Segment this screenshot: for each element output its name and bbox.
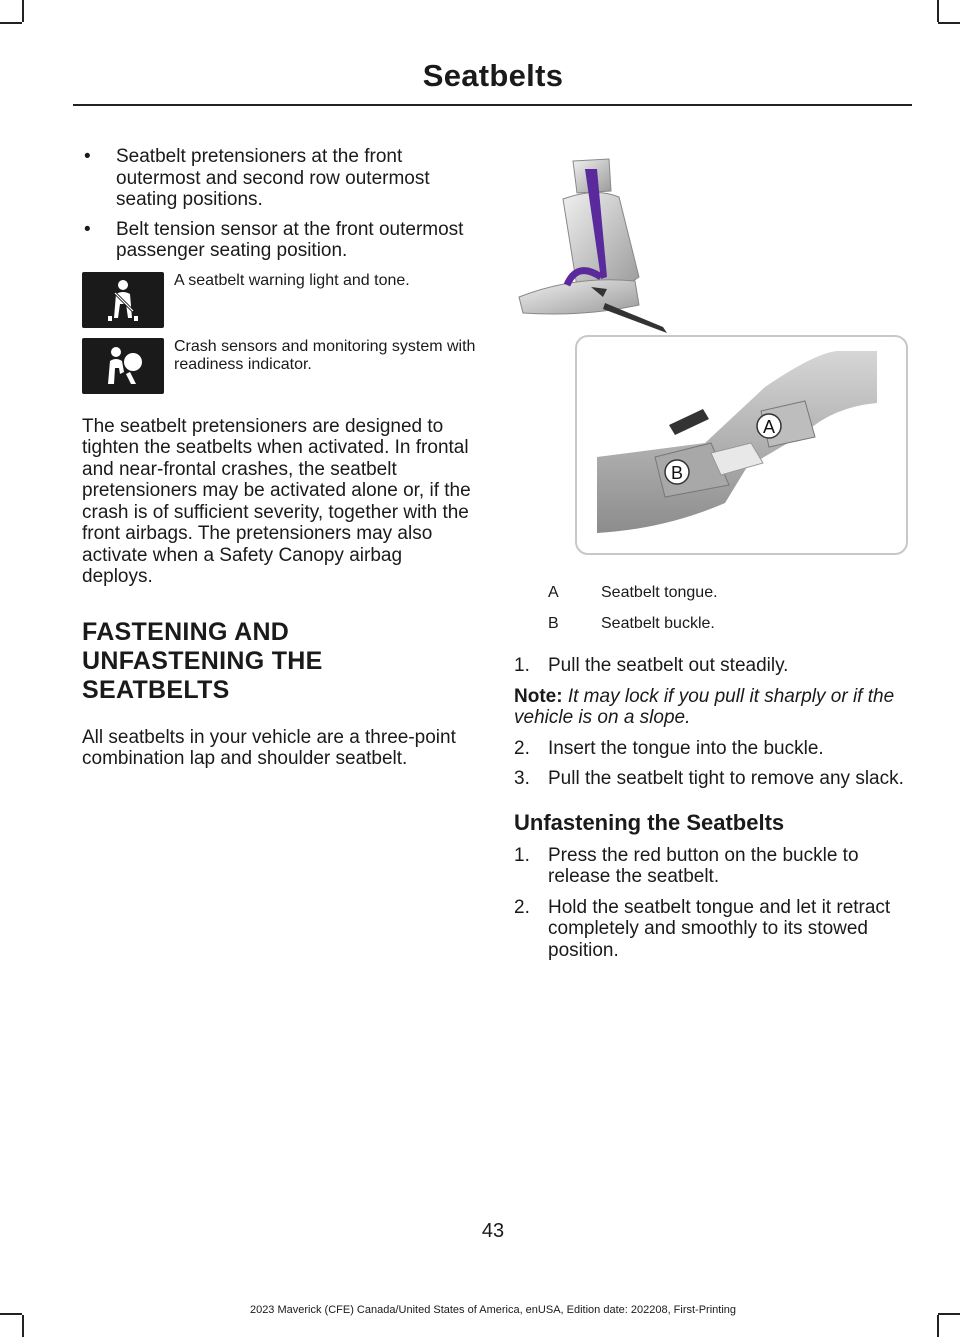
step-number: 3.: [514, 768, 530, 789]
footer-text: 2023 Maverick (CFE) Canada/United States of America, enUSA, Edition date: 202208, First-Printing: [249, 1304, 737, 1316]
crop-mark: [938, 22, 960, 24]
list-item: [514, 738, 910, 760]
crop-mark: [937, 0, 939, 22]
icon-row-airbag: [82, 338, 478, 394]
icon-row-seatbelt-warning: [82, 272, 478, 328]
bullet-list: [82, 146, 478, 262]
seatbelt-warning-icon: [82, 272, 164, 328]
step-number: 2.: [514, 737, 530, 759]
crop-mark: [22, 0, 24, 22]
crop-mark: [937, 1315, 939, 1337]
body-paragraph: The seatbelt pretensioners are designed to tighten the seatbelts when activated. In frontal and near-frontal crashes, the seatbelt pretensioners may be activated alone or, if the crash is of sufficient severity, together with the front airbags. The pretensioners may also activate when a Safety Canopy airbag deploys.: [82, 415, 471, 587]
legend-key: A: [548, 584, 559, 601]
legend-row: [514, 584, 910, 615]
legend-value: Seatbelt tongue.: [601, 584, 718, 601]
unfasten-steps: [514, 845, 910, 962]
bullet-marker: •: [84, 218, 91, 240]
legend-value: Seatbelt buckle.: [601, 615, 715, 632]
seat-illustration: [519, 159, 667, 333]
left-column: [82, 146, 478, 770]
section-heading-line: UNFASTENING THE: [82, 646, 323, 675]
legend-row: [514, 615, 910, 646]
step-text: Press the red button on the buckle to release the seatbelt.: [548, 844, 859, 887]
note-text: It may lock if you pull it sharply or if the vehicle is on a slope.: [514, 685, 895, 728]
crop-mark: [22, 1315, 24, 1337]
bullet-marker: •: [84, 146, 91, 167]
icon-description: Crash sensors and monitoring system with readiness indicator.: [174, 337, 476, 373]
icon-description: A seatbelt warning light and tone.: [174, 271, 410, 289]
section-paragraph: All seatbelts in your vehicle are a three-point combination lap and shoulder seatbelt.: [82, 726, 456, 769]
list-item: [514, 845, 910, 888]
header-divider: [73, 104, 912, 106]
step-text: Pull the seatbelt tight to remove any slack.: [548, 768, 904, 789]
list-item: [514, 897, 910, 962]
list-item: [82, 146, 478, 211]
fasten-steps: [514, 655, 910, 677]
right-column: [514, 584, 910, 961]
step-text: Insert the tongue into the buckle.: [548, 737, 824, 759]
section-heading-line: SEATBELTS: [82, 675, 230, 704]
section-heading-line: FASTENING AND: [82, 617, 290, 646]
seatbelt-figure: [515, 157, 910, 557]
bullet-text: Belt tension sensor at the front outermost passenger seating position.: [116, 218, 464, 261]
list-item: [514, 655, 910, 677]
airbag-icon: [82, 338, 164, 394]
fasten-steps-continued: [514, 738, 910, 790]
list-item: [82, 219, 478, 262]
step-text: Pull the seatbelt out steadily.: [548, 655, 789, 676]
step-number: 2.: [514, 896, 530, 918]
subheading: Unfastening the Seatbelts: [514, 809, 785, 835]
step-number: 1.: [514, 844, 530, 866]
figure-label-b: B: [670, 463, 684, 483]
note-label: Note:: [514, 685, 563, 707]
step-text: Hold the seatbelt tongue and let it retract completely and smoothly to its stowed position.: [548, 896, 891, 961]
legend-key: B: [548, 615, 559, 632]
section-heading: [82, 618, 478, 705]
step-number: 1.: [514, 655, 530, 676]
crop-mark: [0, 22, 22, 24]
buckle-detail: [576, 336, 907, 554]
note: [514, 686, 910, 729]
figure-label-a: A: [762, 417, 776, 437]
page-title: Seatbelts: [422, 58, 564, 93]
page-number: 43: [481, 1220, 505, 1242]
list-item: [514, 768, 910, 790]
bullet-text: Seatbelt pretensioners at the front outermost and second row outermost seating positions.: [116, 146, 430, 210]
